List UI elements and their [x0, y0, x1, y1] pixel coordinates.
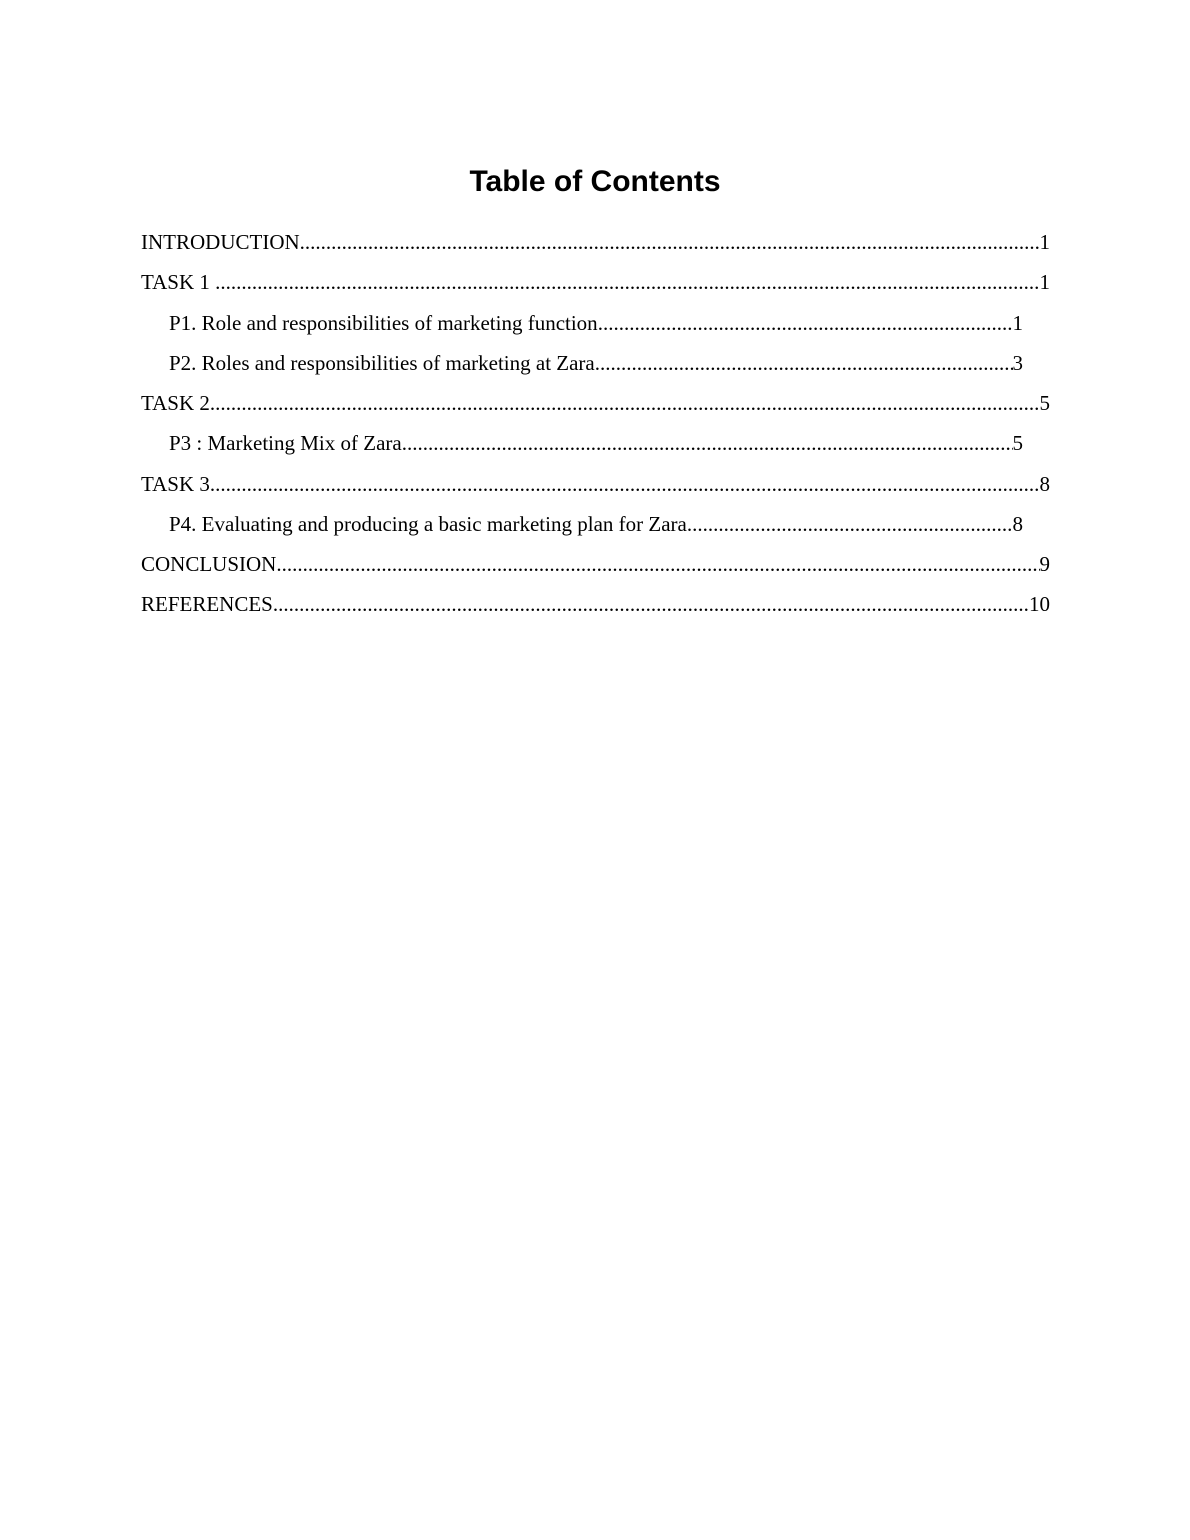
toc-entry-p1[interactable] — [169, 303, 1023, 343]
toc-entry-page-number: 9 — [1039, 552, 1050, 576]
toc-dot-leader — [273, 584, 1029, 624]
page-title: Table of Contents — [469, 165, 721, 198]
toc-entry-references[interactable] — [141, 584, 1050, 624]
toc-entry-label: TASK 1 — [141, 270, 216, 294]
toc-entry-label: P4. Evaluating and producing a basic marketing plan for Zara — [169, 512, 687, 536]
toc-entry-page-number: 1 — [1039, 230, 1050, 254]
toc-entry-page-number: 5 — [1039, 391, 1050, 415]
toc-entry-page-number: 8 — [1012, 512, 1023, 536]
toc-entry-page-number: 8 — [1039, 472, 1050, 496]
toc-entry-task-2[interactable] — [141, 383, 1050, 423]
toc-entry-label: P3 : Marketing Mix of Zara — [169, 431, 402, 455]
toc-entry-p4[interactable] — [169, 504, 1023, 544]
toc-entry-label: CONCLUSION — [141, 552, 277, 576]
toc-dot-leader — [210, 464, 1040, 504]
toc-entry-label: REFERENCES — [141, 592, 273, 616]
toc-entry-p2[interactable] — [169, 343, 1023, 383]
toc-entry-conclusion[interactable] — [141, 544, 1050, 584]
toc-dot-leader — [300, 222, 1040, 262]
toc-dot-leader — [276, 544, 1039, 584]
toc-entry-page-number: 10 — [1029, 592, 1050, 616]
toc-entry-p3[interactable] — [169, 423, 1023, 463]
toc-entry-label: INTRODUCTION — [141, 230, 300, 254]
toc-entry-label: TASK 3 — [141, 472, 210, 496]
toc-entry-task-1[interactable] — [141, 262, 1050, 302]
toc-dot-leader — [595, 343, 1013, 383]
toc-dot-leader — [210, 383, 1040, 423]
toc-dot-leader — [598, 303, 1013, 343]
toc-entry-page-number: 1 — [1012, 311, 1023, 335]
toc-entry-page-number: 1 — [1039, 270, 1050, 294]
toc-entry-label: P2. Roles and responsibilities of marketing at Zara — [169, 351, 595, 375]
toc-entry-label: P1. Role and responsibilities of marketing function — [169, 311, 598, 335]
toc-entry-page-number: 5 — [1012, 431, 1023, 455]
toc-dot-leader — [215, 262, 1039, 302]
toc-entry-page-number: 3 — [1012, 351, 1023, 375]
toc-dot-leader — [687, 504, 1013, 544]
toc-entry-task-3[interactable] — [141, 464, 1050, 504]
toc-entry-label: TASK 2 — [141, 391, 210, 415]
toc-dot-leader — [402, 423, 1013, 463]
toc-entry-introduction[interactable] — [141, 222, 1050, 262]
